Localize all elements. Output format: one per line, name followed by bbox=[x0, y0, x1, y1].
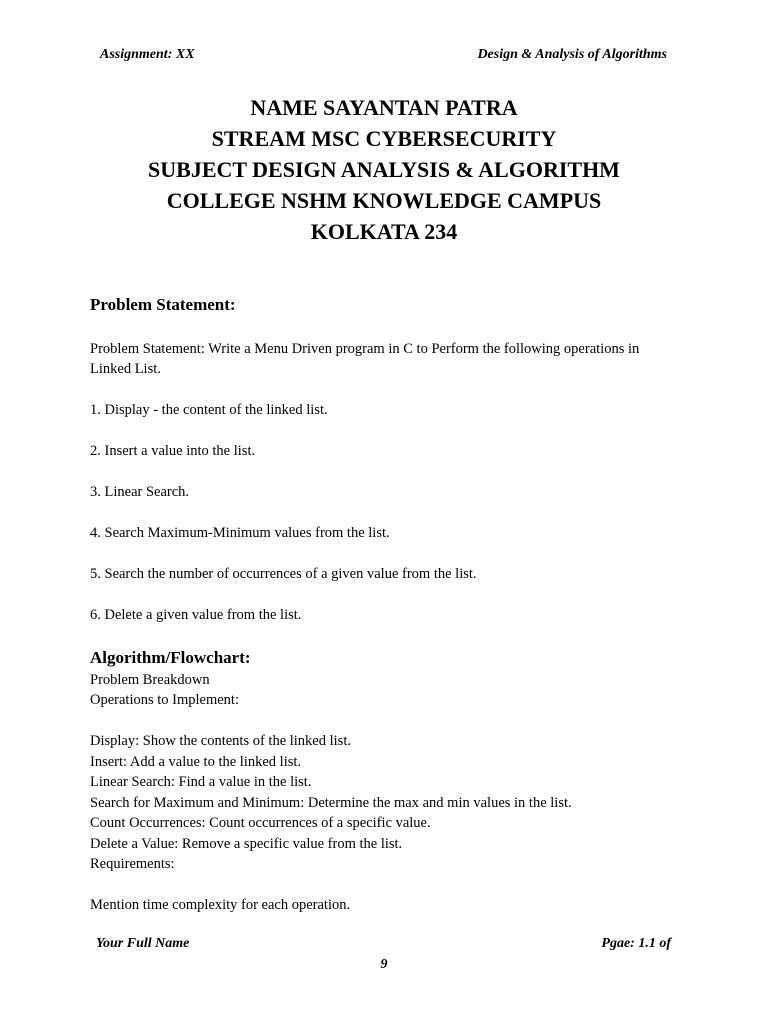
algorithm-line: Requirements: bbox=[90, 856, 175, 872]
problem-item-linear-search: 3. Linear Search. bbox=[90, 484, 190, 500]
problem-item-insert: 2. Insert a value into the list. bbox=[90, 443, 256, 459]
header-course: Design & Analysis of Algorithms bbox=[477, 47, 667, 62]
algorithm-line: Problem Breakdown bbox=[90, 672, 210, 688]
title-block bbox=[0, 92, 768, 247]
title-subject: SUBJECT DESIGN ANALYSIS & ALGORITHM bbox=[148, 157, 620, 182]
title-name: NAME SAYANTAN PATRA bbox=[250, 95, 518, 120]
title-college: COLLEGE NSHM KNOWLEDGE CAMPUS bbox=[166, 188, 602, 213]
problem-item-occurrences: 5. Search the number of occurrences of a given value from the list. bbox=[90, 566, 477, 582]
algorithm-line: Count Occurrences: Count occurrences of a specific value. bbox=[90, 815, 431, 831]
problem-item-display: 1. Display - the content of the linked list. bbox=[90, 402, 328, 418]
algorithm-line: Insert: Add a value to the linked list. bbox=[90, 754, 302, 770]
algorithm-line: Linear Search: Find a value in the list. bbox=[90, 774, 312, 790]
header-assignment: Assignment: XX bbox=[100, 47, 195, 62]
problem-item-delete: 6. Delete a given value from the list. bbox=[90, 607, 302, 623]
algorithm-line: Mention time complexity for each operation. bbox=[90, 897, 351, 913]
algorithm-line: Delete a Value: Remove a specific value from the list. bbox=[90, 836, 403, 852]
footer-author: Your Full Name bbox=[96, 936, 190, 951]
problem-item-max-min: 4. Search Maximum-Minimum values from the list. bbox=[90, 525, 390, 541]
footer-page-number: 9 bbox=[380, 957, 388, 972]
algorithm-line: Operations to Implement: bbox=[90, 692, 239, 708]
title-city: KOLKATA 234 bbox=[310, 219, 458, 244]
title-stream: STREAM MSC CYBERSECURITY bbox=[211, 126, 557, 151]
algorithm-line: Display: Show the contents of the linked list. bbox=[90, 733, 351, 749]
problem-statement-heading: Problem Statement: bbox=[90, 295, 236, 314]
problem-statement-text: Problem Statement: Write a Menu Driven program in C to Perform the following operations in Linked List. bbox=[90, 341, 640, 377]
algorithm-heading: Algorithm/Flowchart: bbox=[90, 648, 251, 667]
footer-page-label: Pgae: 1.1 of bbox=[601, 936, 671, 951]
algorithm-line: Search for Maximum and Minimum: Determine the max and min values in the list. bbox=[90, 795, 572, 811]
